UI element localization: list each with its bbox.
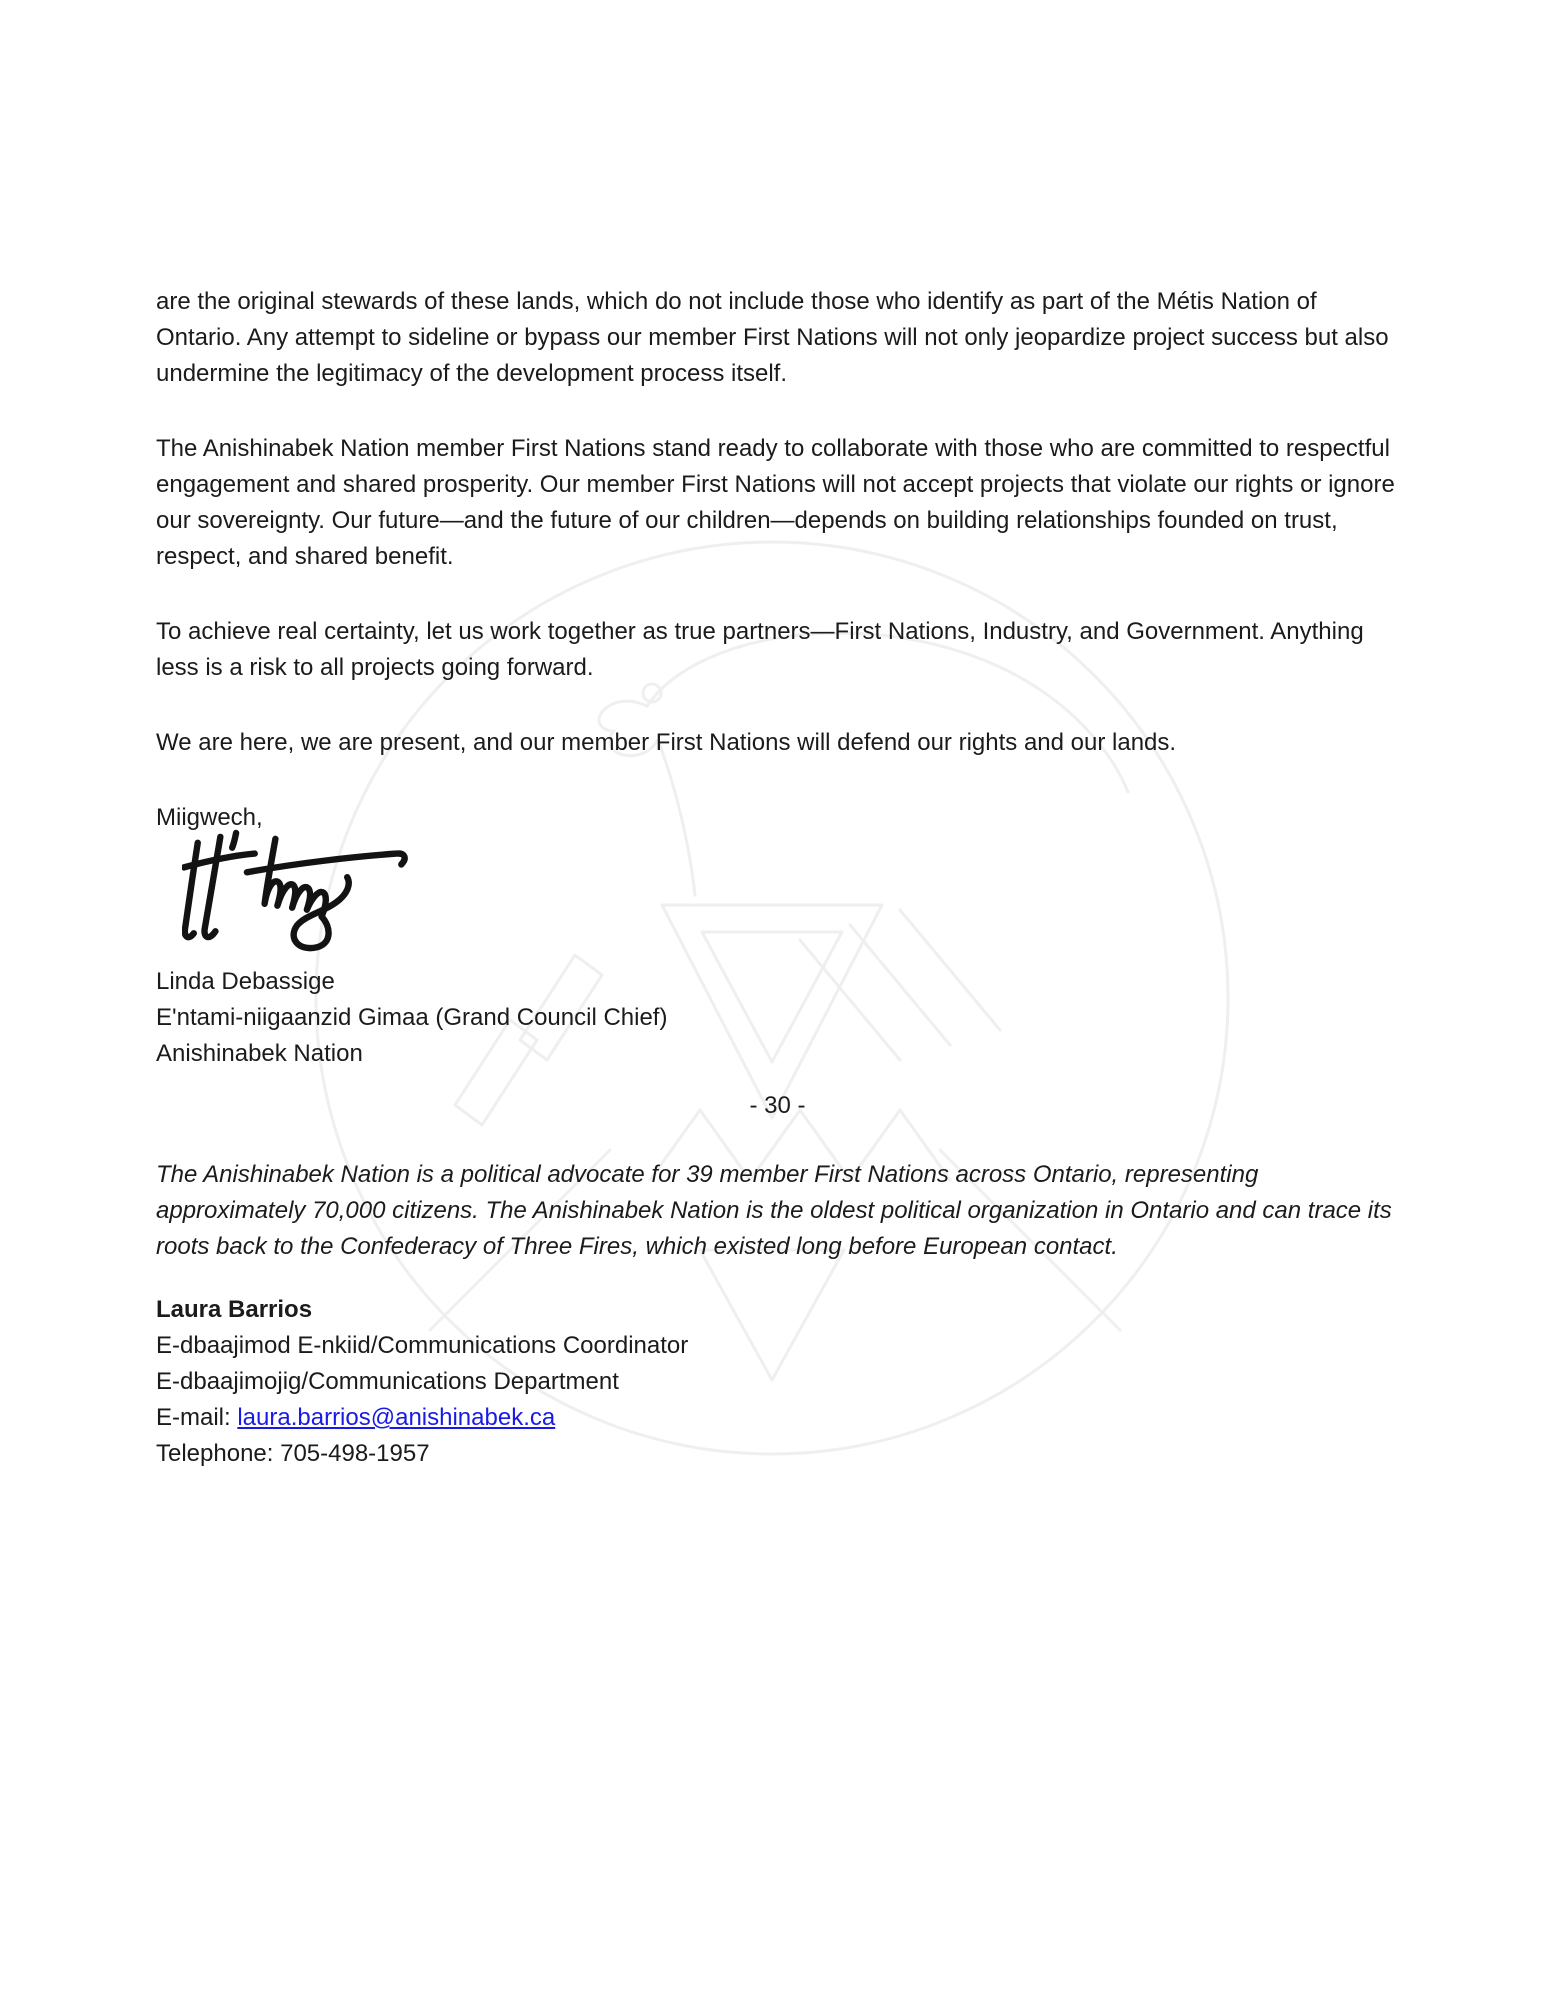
contact-telephone: Telephone: 705-498-1957	[156, 1440, 430, 1467]
contact-department: E-dbaajimojig/Communications Department	[156, 1368, 619, 1395]
paragraph-collaboration: The Anishinabek Nation member First Nations stand ready to collaborate with those who are committed to respectful engagement and shared prosperity. Our member First Nations will not accept projects that violate our rights or ignore our sovereignty. Our future—and the future of our children—depends on building relationships founded on trust, respect, and shared benefit.	[156, 435, 1395, 570]
paragraph-stewards: are the original stewards of these lands, which do not include those who identify as part of the Métis Nation of Ontario. Any attempt to sideline or bypass our member First Nations will not only jeopardize project success but also undermine the legitimacy of the development process itself.	[156, 288, 1389, 387]
contact-email-line	[156, 1400, 1399, 1436]
boilerplate-paragraph: The Anishinabek Nation is a political advocate for 39 member First Nations across Ontario, representing approximately 70,000 citizens. The Anishinabek Nation is the oldest political organization in Ontario and can trace its roots back to the Confederacy of Three Fires, which existed long before European contact.	[156, 1161, 1392, 1260]
signatory-title: E'ntami-niigaanzid Gimaa (Grand Council Chief)	[156, 1004, 668, 1031]
media-contact-block	[156, 1292, 1399, 1472]
signatory-block	[156, 964, 1399, 1072]
contact-role: E-dbaajimod E-nkiid/Communications Coordinator	[156, 1332, 689, 1359]
paragraph-certainty: To achieve real certainty, let us work together as true partners—First Nations, Industry, and Government. Anything less is a risk to all projects going forward.	[156, 618, 1364, 681]
paragraph-we-are-here: We are here, we are present, and our member First Nations will defend our rights and our lands.	[156, 729, 1177, 756]
email-label: E-mail:	[156, 1404, 238, 1431]
press-release-end-mark: - 30 -	[749, 1092, 806, 1119]
closing-salutation: Miigwech,	[156, 804, 263, 831]
contact-name: Laura Barrios	[156, 1296, 313, 1323]
signatory-name: Linda Debassige	[156, 968, 335, 995]
signature-strokes	[184, 833, 405, 948]
letter-body	[156, 284, 1399, 1472]
email-link[interactable]: laura.barrios@anishinabek.ca	[237, 1404, 556, 1431]
signature-image	[182, 820, 418, 960]
signatory-organization: Anishinabek Nation	[156, 1040, 363, 1067]
